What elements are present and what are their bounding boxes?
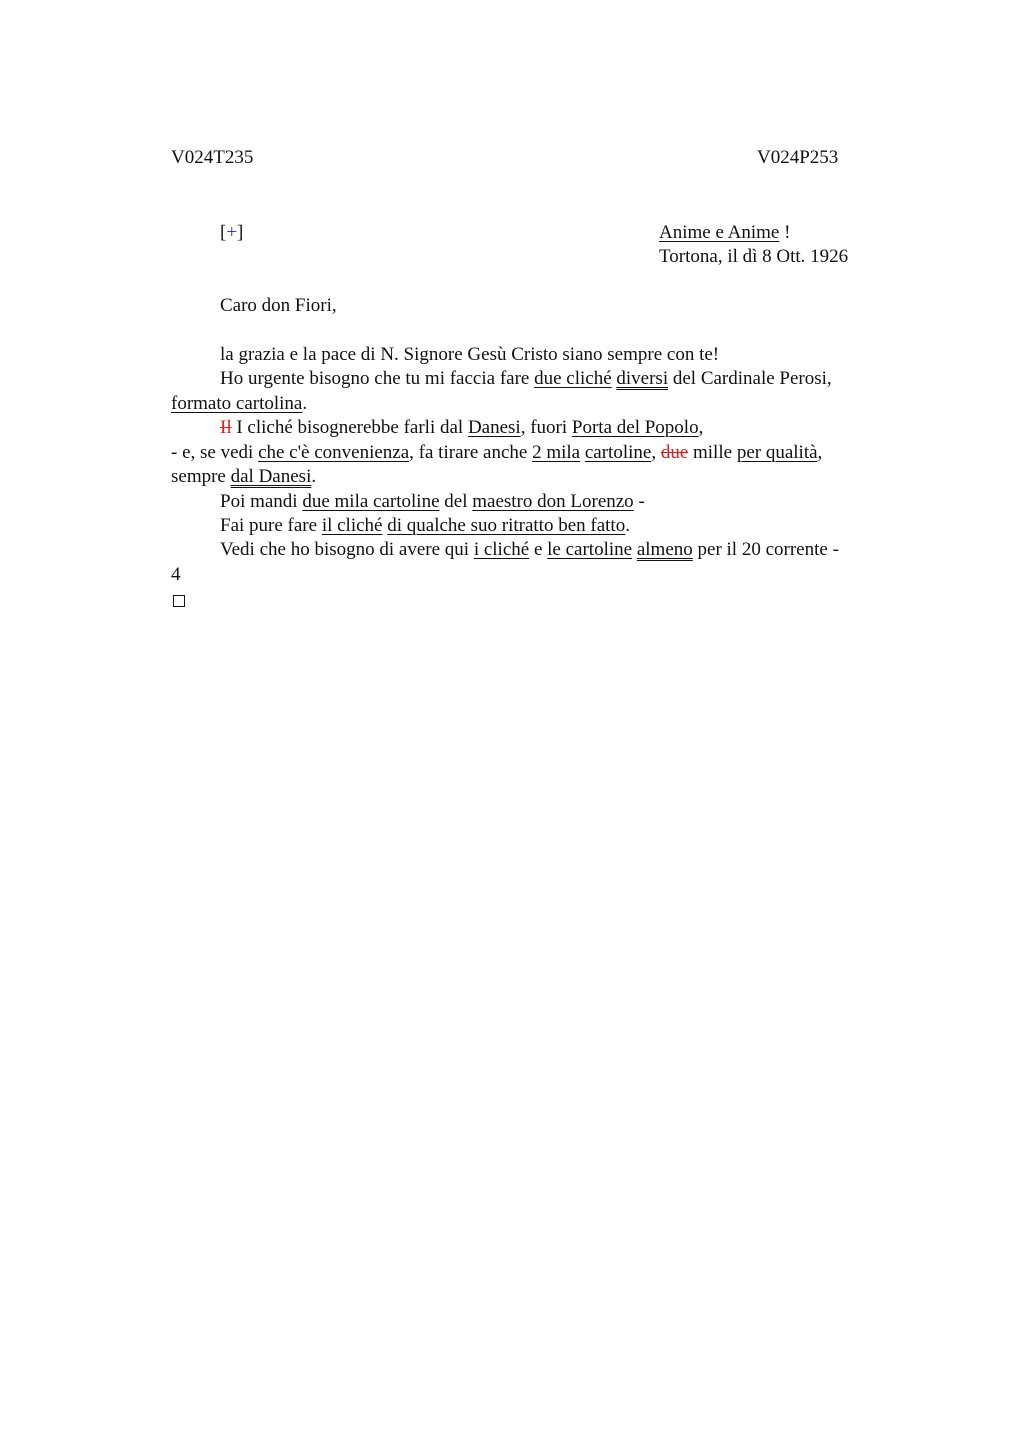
text-run: , — [817, 442, 823, 463]
underlined-text: Porta del Popolo — [571, 417, 699, 438]
deleted-text: Il — [220, 417, 232, 438]
heading-title: Anime e Anime — [659, 222, 780, 243]
text-run: e — [529, 539, 548, 560]
marker-open: [ — [220, 222, 227, 243]
text-run: , — [651, 442, 661, 463]
underlined-text: formato cartolina — [171, 393, 303, 414]
deleted-text: due — [660, 442, 689, 463]
underlined-text: due mila cartoline — [302, 491, 440, 512]
body-line-6 — [171, 465, 316, 490]
body-line-7 — [220, 490, 645, 515]
header-left-code: V024T235 — [171, 147, 254, 168]
double-underlined-text: almeno — [636, 539, 693, 560]
underlined-text: Danesi — [467, 417, 521, 438]
text-run: Vedi che ho bisogno di avere qui — [220, 539, 474, 560]
text-run: Poi mandi — [220, 491, 303, 512]
underlined-text: le cartoline — [547, 539, 633, 560]
underlined-text: cartoline — [584, 442, 652, 463]
body-line-9 — [220, 538, 839, 563]
text-run: I cliché bisognerebbe farli dal — [231, 417, 468, 438]
underlined-text: maestro don Lorenzo — [472, 491, 634, 512]
empty-box-icon — [173, 588, 185, 613]
text-run: . — [625, 515, 630, 536]
underlined-text: 2 mila — [532, 442, 581, 463]
text-run: Ho urgente bisogno che tu mi faccia fare — [220, 368, 535, 389]
letter-heading — [659, 221, 790, 246]
double-underlined-text: dal Danesi — [230, 466, 312, 487]
marker-close: ] — [237, 222, 244, 243]
text-run: , fuori — [520, 417, 572, 438]
cross-icon: + — [226, 222, 238, 243]
text-run: del — [439, 491, 473, 512]
body-line-8 — [220, 514, 630, 539]
body-line-5 — [171, 441, 822, 466]
header-right-code: V024P253 — [757, 147, 839, 168]
body-line-1: la grazia e la pace di N. Signore Gesù Cristo siano sempre con te! — [220, 344, 720, 365]
page-number: 4 — [171, 564, 181, 585]
text-run: , — [698, 417, 704, 438]
text-run: sempre — [171, 466, 231, 487]
underlined-text: il cliché — [321, 515, 383, 536]
text-run: - e, se vedi — [171, 442, 259, 463]
underlined-text: che c'è convenienza — [258, 442, 410, 463]
underlined-text: per qualità — [736, 442, 818, 463]
salutation: Caro don Fiori, — [220, 295, 337, 316]
place-date: Tortona, il dì 8 Ott. 1926 — [659, 246, 849, 267]
text-run: , fa tirare anche — [409, 442, 533, 463]
text-run: . — [311, 466, 317, 487]
text-run: Fai pure fare — [220, 515, 322, 536]
text-run: mille — [688, 442, 737, 463]
heading-title-suffix: ! — [779, 222, 791, 243]
text-run: per il 20 corrente - — [692, 539, 839, 560]
text-run: . — [302, 393, 308, 414]
double-underlined-text: diversi — [616, 368, 669, 389]
body-line-2 — [220, 367, 832, 392]
text-run: - — [633, 491, 645, 512]
underlined-text: di qualche suo ritratto ben fatto — [387, 515, 626, 536]
cross-marker — [220, 221, 243, 246]
text-run: del Cardinale Perosi, — [668, 368, 832, 389]
body-line-4 — [220, 416, 703, 441]
body-line-3 — [171, 392, 307, 417]
underlined-text: due cliché — [534, 368, 612, 389]
underlined-text: i cliché — [473, 539, 530, 560]
